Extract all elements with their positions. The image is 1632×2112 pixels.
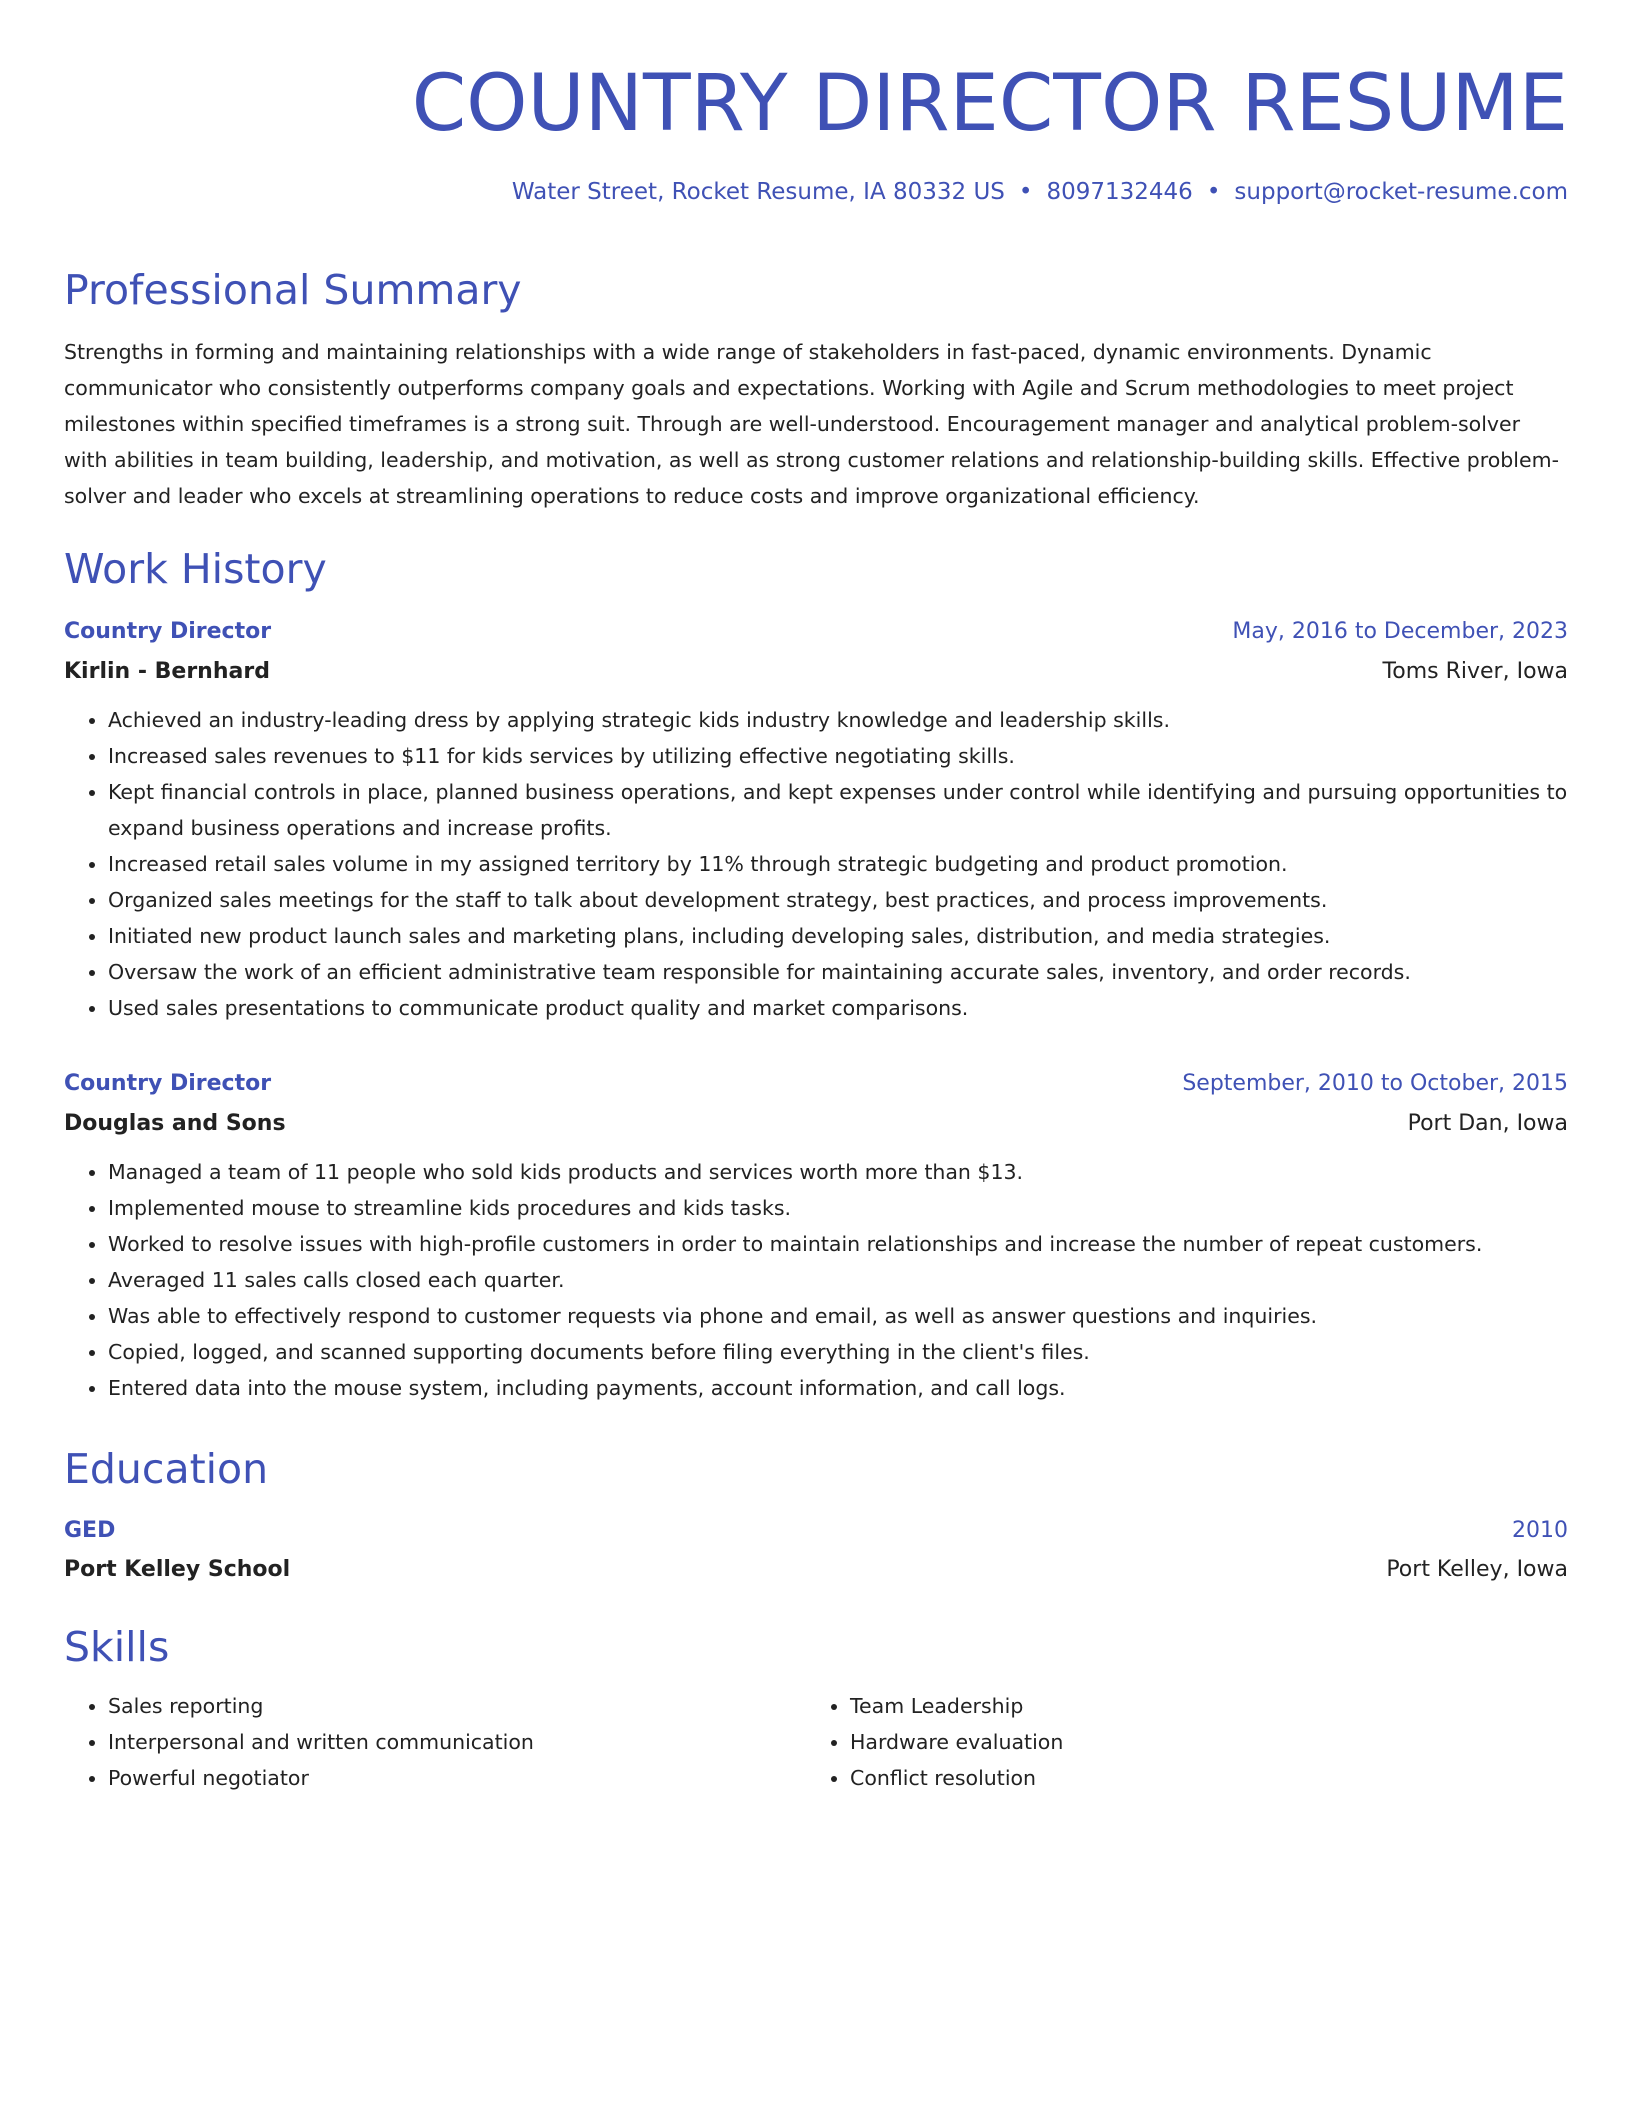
job-entry [64,1064,1568,1406]
job-bullet: • Managed a team of 11 people who sold kids products and services worth more than $13. [108,1154,1568,1190]
work-history-heading: Work History [64,545,327,593]
job-location: Port Dan, Iowa [1407,1111,1568,1136]
job-dates: May, 2016 to December, 2023 [1232,619,1568,644]
job-bullet: • Increased retail sales volume in my assigned territory by 11% through strategic budgeting and product promotion. [108,846,1568,882]
skill-item: • Team Leadership [850,1688,1548,1724]
contact-phone: 8097132446 [1046,179,1193,205]
skill-item: • Conflict resolution [850,1760,1548,1796]
job-bullet: • Entered data into the mouse system, including payments, account information, and call logs. [108,1370,1568,1406]
job-bullet: • Increased sales revenues to $11 for kids services by utilizing effective negotiating skills. [108,738,1568,774]
resume-title: COUNTRY DIRECTOR RESUME [411,59,1568,149]
job-bullet: • Copied, logged, and scanned supporting documents before filing everything in the client's files. [108,1334,1568,1370]
skill-item: • Interpersonal and written communication [108,1724,806,1760]
contact-separator: • [1018,179,1033,205]
job-bullet: • Implemented mouse to streamline kids procedures and kids tasks. [108,1190,1568,1226]
contact-separator: • [1206,179,1221,205]
skills-list [64,1688,1568,1796]
job-bullet: • Worked to resolve issues with high-profile customers in order to maintain relationships and increase the number of repeat customers. [108,1226,1568,1262]
job-bullet: • Averaged 11 sales calls closed each quarter. [108,1262,1568,1298]
job-bullet: • Achieved an industry-leading dress by applying strategic kids industry knowledge and leadership skills. [108,702,1568,738]
summary-heading: Professional Summary [64,266,522,314]
skills-column-right [806,1688,1548,1796]
job-bullet: • Organized sales meetings for the staff to talk about development strategy, best practices, and process improvements. [108,882,1568,918]
job-bullet: • Was able to effectively respond to customer requests via phone and email, as well as answer questions and inquiries. [108,1298,1568,1334]
skill-item: • Hardware evaluation [850,1724,1548,1760]
job-entry [64,612,1568,1026]
contact-email[interactable]: support@rocket-resume.com [1234,179,1568,205]
education-entry [64,1512,1568,1590]
job-title: Country Director [64,1071,272,1096]
skills-heading: Skills [64,1623,170,1671]
education-year: 2010 [1512,1518,1568,1543]
job-employer: Kirlin - Bernhard [64,659,270,684]
skill-item: • Sales reporting [108,1688,806,1724]
contact-address: Water Street, Rocket Resume, IA 80332 US [511,179,1005,205]
job-bullet: • Used sales presentations to communicate product quality and market comparisons. [108,990,1568,1026]
job-bullet: • Initiated new product launch sales and marketing plans, including developing sales, distribution, and media strategies. [108,918,1568,954]
job-bullets [64,1154,1568,1406]
job-dates: September, 2010 to October, 2015 [1182,1071,1568,1096]
education-degree: GED [64,1518,116,1543]
resume-header [64,0,1568,208]
job-bullet: • Oversaw the work of an efficient administrative team responsible for maintaining accurate sales, inventory, and order records. [108,954,1568,990]
job-employer: Douglas and Sons [64,1111,286,1136]
education-heading: Education [64,1445,269,1493]
education-school: Port Kelley School [64,1557,291,1582]
job-bullet: • Kept financial controls in place, planned business operations, and kept expenses under control while identifying and pursuing opportunities to expand business operations and increase profits. [108,774,1568,846]
contact-line [64,176,1568,208]
skill-item: • Powerful negotiator [108,1760,806,1796]
summary-text: Strengths in forming and maintaining relationships with a wide range of stakeholders in fast-paced, dynamic environments. Dynamic communicator who consistently outperforms company goals and expectations. Working with Agile and Scrum methodologies to meet project milestones within specified timeframes is a strong suit. Through are well-understood. Encouragement manager and analytical problem-solver with abilities in team building, leadership, and motivation, as well as strong customer relations and relationship-building skills. Effective problem-solver and leader who excels at streamlining operations to reduce costs and improve organizational efficiency. [64,340,1559,508]
skills-column-left [64,1688,806,1796]
job-location: Toms River, Iowa [1382,659,1568,684]
education-location: Port Kelley, Iowa [1386,1557,1568,1582]
job-title: Country Director [64,619,272,644]
job-bullets [64,702,1568,1026]
resume-page [64,0,1568,1790]
